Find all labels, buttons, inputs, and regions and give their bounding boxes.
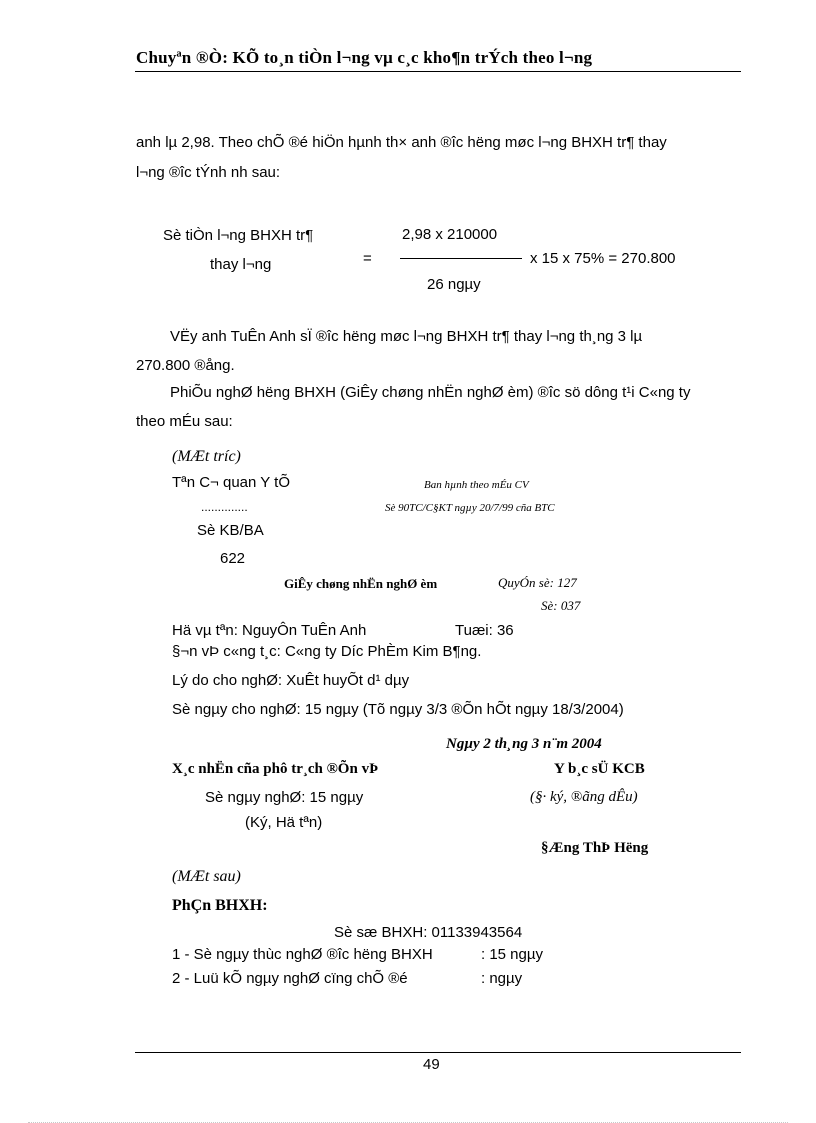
formula-lhs-line-1: Sè tiÒn l¬ng BHXH tr¶ (163, 227, 314, 244)
book-number: QuyÓn sè: 127 (498, 575, 577, 590)
doctor-signature-note: (§· ký, ®ãng dÊu) (530, 789, 638, 805)
doctor-label: Y b¸c sÜ KCB (554, 761, 645, 777)
formula-lhs-line-2: thay l¬ng (210, 256, 272, 273)
fraction-bar (400, 258, 522, 259)
unit-signature-note: (Ký, Hä tªn) (245, 814, 323, 831)
back-side-label: (MÆt sau) (172, 868, 241, 885)
front-side-label: (MÆt tríc) (172, 448, 241, 465)
paragraph-1-line-2: l¬ng ®îc tÝnh nh sau: (136, 164, 281, 181)
formula-result: x 15 x 75% = 270.800 (530, 250, 676, 267)
formula-denominator: 26 ngµy (427, 276, 481, 293)
agency-label: Tªn C¬ quan Y tÕ (172, 474, 290, 491)
paragraph-2-line-2: 270.800 ®ång. (136, 357, 235, 374)
paragraph-3-line-2: theo mÉu sau: (136, 413, 233, 430)
issue-date: Ngµy 2 th¸ng 3 n¨m 2004 (446, 736, 602, 752)
issued-by-line-2: Sè 90TC/C§KT ngµy 20/7/99 cña BTC (385, 502, 555, 514)
patient-age: Tuæi: 36 (455, 622, 514, 639)
cumulative-leave-label: 2 - Luü kÕ ngµy nghØ cïng chÕ ®é (172, 970, 408, 987)
actual-leave-days-value: : 15 ngµy (481, 946, 544, 963)
kb-number: 622 (220, 550, 246, 567)
serial-number: Sè: 037 (541, 598, 581, 613)
paragraph-2-line-1: VËy anh TuÊn Anh sÏ ®îc hëng møc l¬ng BHXH tr¶ thay l¬ng th¸ng 3 lµ (170, 328, 643, 345)
leave-reason: Lý do cho nghØ: XuÊt huyÕt d¹ dµy (172, 672, 410, 689)
actual-leave-days-label: 1 - Sè ngµy thùc nghØ ®îc hëng BHXH (172, 946, 433, 963)
page-number: 49 (423, 1056, 440, 1073)
paragraph-3-line-1: PhiÕu nghØ hëng BHXH (GiÊy chøng nhËn nghØ èm) ®îc sö dông t¹i C«ng ty (170, 384, 691, 401)
document-title: GiÊy chøng nhËn nghØ èm (284, 576, 438, 591)
kb-label: Sè KB/BA (197, 522, 264, 539)
header-rule (135, 71, 741, 72)
page-header-title: Chuyªn ®Ò: KÕ to¸n tiÒn l¬ng vµ c¸c kho¶n trÝch theo l¬ng (136, 48, 593, 67)
formula-equals: = (363, 250, 372, 267)
paragraph-1-line-1: anh lµ 2,98. Theo chÕ ®é hiÖn hµnh th× anh ®îc hëng møc l¬ng BHXH tr¶ thay (136, 134, 667, 151)
leave-days: Sè ngµy cho nghØ: 15 ngµy (Tõ ngµy 3/3 ®Õn hÕt ngµy 18/3/2004) (172, 701, 624, 718)
doctor-name: §Æng ThÞ Hëng (541, 840, 649, 856)
issued-by-line-1: Ban hµnh theo mÉu CV (424, 479, 529, 491)
agency-dots: .............. (201, 500, 248, 514)
work-unit: §¬n vÞ c«ng t¸c: C«ng ty Díc PhÈm Kim B¶ng. (172, 643, 482, 660)
footer-rule (135, 1052, 741, 1053)
bhxh-section-title: PhÇn BHXH: (172, 897, 268, 914)
unit-confirmation-label: X¸c nhËn cña phô tr¸ch ®Õn vÞ (172, 761, 379, 777)
patient-name: Hä vµ tªn: NguyÔn TuÊn Anh (172, 622, 367, 639)
formula-numerator: 2,98 x 210000 (402, 226, 498, 243)
bhxh-book-number: Sè sæ BHXH: 01133943564 (334, 924, 523, 941)
confirmed-leave-days: Sè ngµy nghØ: 15 ngµy (205, 789, 364, 806)
cumulative-leave-value: : ngµy (481, 970, 523, 987)
